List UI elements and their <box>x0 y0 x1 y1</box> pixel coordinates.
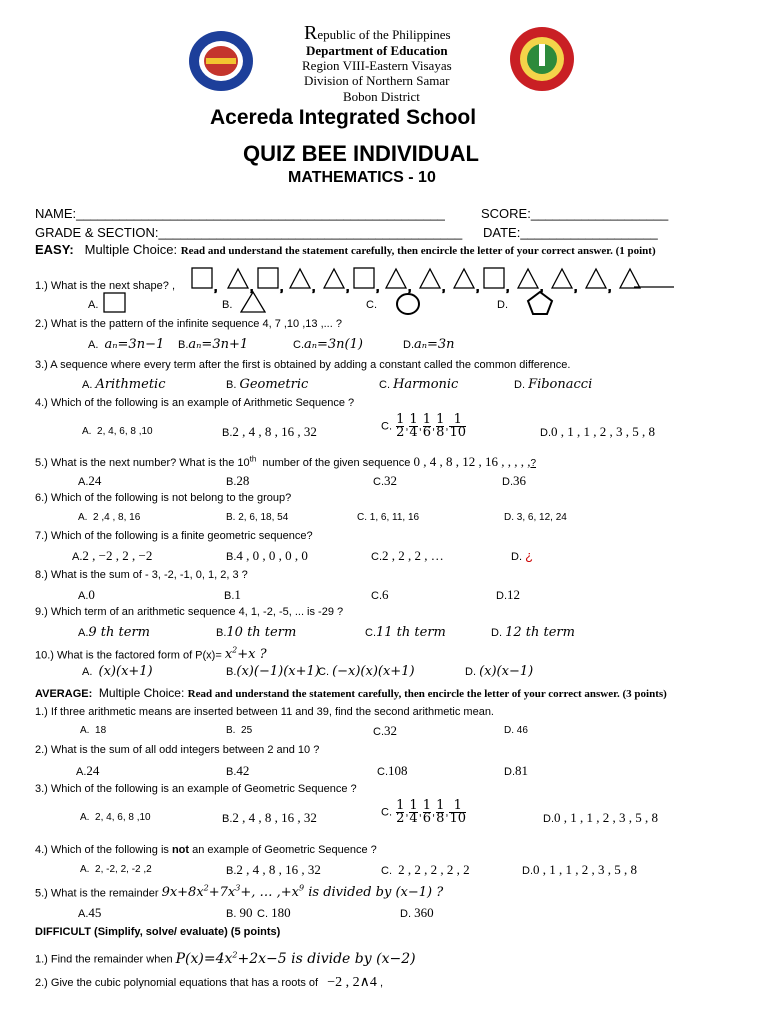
department-line: Department of Education <box>306 43 448 58</box>
q4-option-b[interactable]: B.2 , 4 , 8 , 16 , 32 <box>222 424 317 439</box>
q6-option-a[interactable]: A. 2 ,4 , 8, 16 <box>78 512 141 523</box>
avg-q2-option-c[interactable]: C.108 <box>377 763 408 778</box>
pentagon-shape-icon <box>526 290 554 316</box>
circle-shape-icon <box>395 292 421 316</box>
svg-text:,: , <box>280 280 284 294</box>
avg-q2-option-d[interactable]: D.81 <box>504 763 528 778</box>
district-line: Bobon District <box>343 89 420 104</box>
q1-option-b[interactable]: B. <box>222 299 233 311</box>
svg-text:,: , <box>476 280 480 294</box>
avg-q4-option-b[interactable]: B.2 , 4 , 8 , 16 , 32 <box>226 862 321 877</box>
avg-q5-option-c[interactable]: C. 180 <box>257 905 291 920</box>
q6-option-d[interactable]: D. 3, 6, 12, 24 <box>504 512 567 523</box>
avg-q3-option-c[interactable]: C. $\frac{1}{2}$ , $\frac{1}{4}$ , $\frac{1}{6}$ , $\frac{1}{8}$ , $\frac{1}{10}$ <box>381 798 466 826</box>
q10-option-d[interactable]: D. (x)(x−1) <box>465 664 534 679</box>
q7-option-d[interactable]: D. ¿ <box>511 548 534 563</box>
svg-text:,: , <box>442 280 446 294</box>
q9-option-b[interactable]: B.10 th term <box>216 625 297 640</box>
q2-option-c[interactable]: C.aₙ=3n(1) <box>293 337 363 352</box>
avg-q3-option-b[interactable]: B.2 , 4 , 8 , 16 , 32 <box>222 810 317 825</box>
q2-option-a[interactable]: A. aₙ=3n−1 <box>88 337 165 352</box>
avg-q4-option-a[interactable]: A. 2, -2, 2, -2 ,2 <box>80 864 152 875</box>
republic-initial: R <box>304 22 318 44</box>
q5-option-b[interactable]: B.28 <box>226 473 250 488</box>
svg-text:,: , <box>346 280 350 294</box>
svg-text:,: , <box>540 280 544 294</box>
avg-q1-option-c[interactable]: C.32 <box>373 723 397 738</box>
easy-q5: 5.) What is the next number? What is the 10th number of the given sequence 0 , 4 , 8 , 12 , 16 , , , , ,? <box>35 454 537 469</box>
q3-option-b[interactable]: B. Geometric <box>226 377 309 392</box>
easy-q8: 8.) What is the sum of - 3, -2, -1, 0, 1, 2, 3 ? <box>35 569 248 581</box>
q8-option-c[interactable]: C.6 <box>371 587 389 602</box>
svg-text:,: , <box>214 280 218 294</box>
svg-text:,: , <box>408 280 412 294</box>
square-shape-icon <box>103 292 127 314</box>
avg-q1-option-b[interactable]: B. 25 <box>226 725 253 736</box>
grade-section-field[interactable]: GRADE & SECTION:__________________________________________ <box>35 225 463 240</box>
region-line: Region VIII-Eastern Visayas <box>302 58 452 73</box>
difficult-heading: DIFFICULT (Simplify, solve/ evaluate) (5 points) <box>35 926 281 938</box>
q10-option-a[interactable]: A. (x)(x+1) <box>82 664 153 679</box>
easy-heading: EASY: Multiple Choice: Read and understand the statement carefully, then encircle the letter of your correct answer. (1 point) <box>35 242 656 257</box>
school-seal-logo <box>508 26 576 92</box>
q5-option-c[interactable]: C.32 <box>373 473 397 488</box>
avg-q3-option-d[interactable]: D.0 , 1 , 1 , 2 , 3 , 5 , 8 <box>543 810 658 825</box>
q2-option-b[interactable]: B.aₙ=3n+1 <box>178 337 249 352</box>
score-field[interactable]: SCORE:___________________ <box>481 206 669 221</box>
svg-text:,: , <box>312 280 316 294</box>
q1-option-d[interactable]: D. <box>497 299 508 311</box>
average-q4: 4.) Which of the following is not an example of Geometric Sequence ? <box>35 844 377 856</box>
avg-q3-option-a[interactable]: A. 2, 4, 6, 8 ,10 <box>80 812 151 823</box>
avg-q5-option-b[interactable]: B. 90 <box>226 905 253 920</box>
q10-option-b[interactable]: B.(x)(−1)(x+1) <box>226 664 320 679</box>
q9-option-c[interactable]: C.11 th term <box>365 625 446 640</box>
q8-option-d[interactable]: D.12 <box>496 587 520 602</box>
date-field[interactable]: DATE:___________________ <box>483 225 658 240</box>
avg-q2-option-b[interactable]: B.42 <box>226 763 250 778</box>
difficult-q1: 1.) Find the remainder when $P(x)=4x^2+2x-5$ is divide by (x−2) <box>35 950 416 967</box>
q7-option-b[interactable]: B.4 , 0 , 0 , 0 , 0 <box>226 548 308 563</box>
q1-option-c[interactable]: C. <box>366 299 377 311</box>
difficult-q2: 2.) Give the cubic polynomial equations that has a roots of −2 , 2∧4 , <box>35 975 384 990</box>
easy-q9: 9.) Which term of an arithmetic sequence 4, 1, -2, -5, ... is -29 ? <box>35 606 344 618</box>
q5-option-a[interactable]: A.24 <box>78 473 102 488</box>
q8-option-b[interactable]: B.1 <box>224 587 241 602</box>
q1-option-a[interactable]: A. <box>88 299 99 311</box>
avg-q4-option-c[interactable]: C. 2 , 2 , 2 , 2 , 2 <box>381 862 470 877</box>
school-name: Acereda Integrated School <box>210 106 477 129</box>
subject-title: MATHEMATICS - 10 <box>288 169 436 186</box>
q8-option-a[interactable]: A.0 <box>78 587 95 602</box>
average-q3: 3.) Which of the following is an example of Geometric Sequence ? <box>35 783 357 795</box>
division-line: Division of Northern Samar <box>304 73 450 88</box>
quiz-title: QUIZ BEE INDIVIDUAL <box>243 141 479 166</box>
republic-line: Republic of the Philippines <box>304 22 451 44</box>
average-q1: 1.) If three arithmetic means are inserted between 11 and 39, find the second arithmetic mean. <box>35 706 494 718</box>
easy-q1: 1.) What is the next shape? , <box>35 280 176 292</box>
avg-q5-option-d[interactable]: D. 360 <box>400 905 434 920</box>
q6-option-c[interactable]: C. 1, 6, 11, 16 <box>357 512 420 523</box>
easy-q6: 6.) Which of the following is not belong to the group? <box>35 492 292 504</box>
svg-text:,: , <box>376 280 380 294</box>
svg-text:,: , <box>608 280 612 294</box>
avg-q5-option-a[interactable]: A.45 <box>78 905 102 920</box>
q7-option-a[interactable]: A.2 , −2 , 2 , −2 <box>72 548 153 563</box>
q6-option-b[interactable]: B. 2, 6, 18, 54 <box>226 512 289 523</box>
avg-q1-option-a[interactable]: A. 18 <box>80 725 107 736</box>
average-q5: 5.) What is the remainder $9x+8x^2+7x^3+$, … $,+x^9$ is divided by (x−1) ? <box>35 884 444 901</box>
name-field[interactable]: NAME:___________________________________________________ <box>35 206 445 221</box>
deped-seal-logo <box>188 30 254 92</box>
easy-q4: 4.) Which of the following is an example of Arithmetic Sequence ? <box>35 397 355 409</box>
average-heading: AVERAGE: Multiple Choice: Read and understand the statement carefully, then encircle the letter of your correct answer. (3 points) <box>35 686 667 700</box>
q3-option-d[interactable]: D. Fibonacci <box>514 377 593 392</box>
q4-option-d[interactable]: D.0 , 1 , 1 , 2 , 3 , 5 , 8 <box>540 424 655 439</box>
average-q2: 2.) What is the sum of all odd integers between 2 and 10 ? <box>35 744 320 756</box>
easy-q3: 3.) A sequence where every term after the first is obtained by adding a constant called the common difference. <box>35 359 571 371</box>
triangle-shape-icon <box>240 290 266 314</box>
q9-option-d[interactable]: D. 12 th term <box>491 625 575 640</box>
avg-q4-option-d[interactable]: D.0 , 1 , 1 , 2 , 3 , 5 , 8 <box>522 862 637 877</box>
svg-text:,: , <box>506 280 510 294</box>
q4-option-a[interactable]: A. 2, 4, 6, 8 ,10 <box>82 426 153 437</box>
avg-q1-option-d[interactable]: D. 46 <box>504 725 528 736</box>
easy-q10: 10.) What is the factored form of $P(x)= x^2+x$ ? <box>35 646 267 663</box>
q9-option-a[interactable]: A.9 th term <box>78 625 150 640</box>
q3-option-c[interactable]: C. Harmonic <box>379 377 459 392</box>
easy-q7: 7.) Which of the following is a finite geometric sequence? <box>35 530 313 542</box>
fraction: $\frac{1}{2}$ <box>396 412 405 440</box>
q2-option-d[interactable]: D.aₙ=3n <box>403 337 455 352</box>
q4-option-c[interactable]: C. $\frac{1}{2}$ , $\frac{1}{4}$ , $\frac{1}{6}$ , $\frac{1}{8}$ , $\frac{1}{10}$ <box>381 412 466 440</box>
svg-text:,: , <box>574 280 578 294</box>
q5-option-d[interactable]: D.36 <box>502 473 526 488</box>
q7-option-c[interactable]: C.2 , 2 , 2 , … <box>371 548 444 563</box>
q10-option-c[interactable]: C. (−x)(x)(x+1) <box>318 664 415 679</box>
q3-option-a[interactable]: A. Arithmetic <box>82 377 166 392</box>
svg-text:,: , <box>250 280 254 294</box>
avg-q2-option-a[interactable]: A.24 <box>76 763 100 778</box>
easy-q2: 2.) What is the pattern of the infinite sequence 4, 7 ,10 ,13 ,... ? <box>35 318 342 330</box>
